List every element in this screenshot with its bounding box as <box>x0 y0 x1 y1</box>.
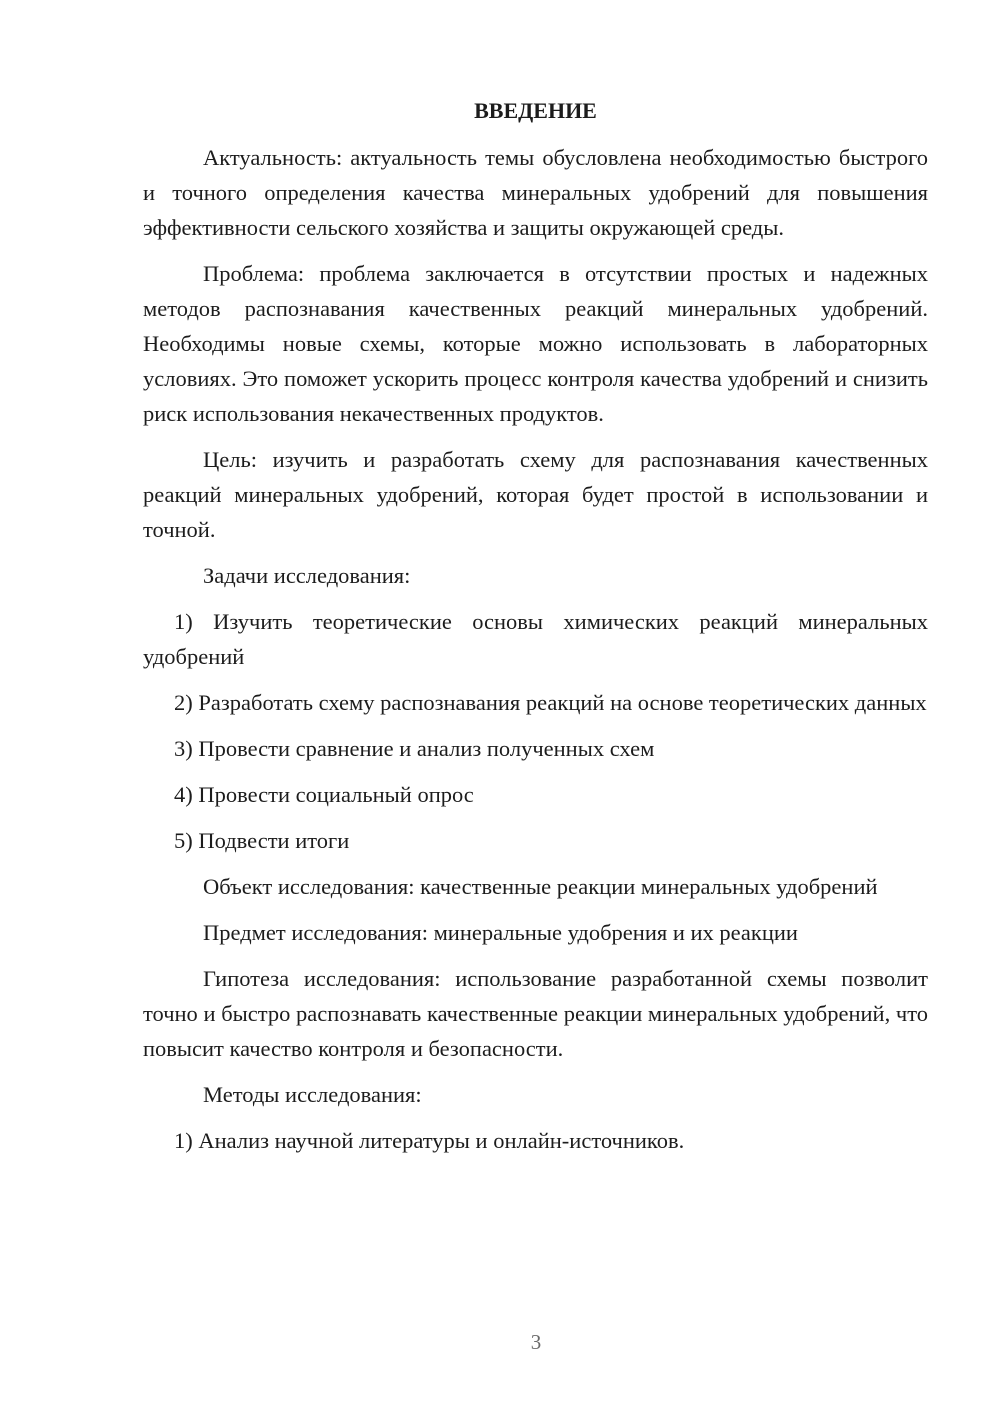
task-item-1: 1) Изучить теоретические основы химических реакций минеральных удобрений <box>143 609 928 669</box>
task-item-4: 4) Провести социальный опрос <box>174 782 474 807</box>
problem-paragraph: Проблема: проблема заключается в отсутствии простых и надежных методов распознавания качественных реакций минеральных удобрений. Необходимы новые схемы, которые можно использовать в лабораторных условиях. Это поможет ускорить процесс контроля качества удобрений и снизить риск использования некачественных продуктов. <box>143 261 928 426</box>
relevance-paragraph: Актуальность: актуальность темы обусловлена необходимостью быстрого и точного определения качества минеральных удобрений для повышения эффективности сельского хозяйства и защиты окружающей среды. <box>143 145 928 240</box>
object-paragraph: Объект исследования: качественные реакции минеральных удобрений <box>203 874 878 899</box>
task-item-3: 3) Провести сравнение и анализ полученных схем <box>174 736 655 761</box>
subject-paragraph: Предмет исследования: минеральные удобрения и их реакции <box>203 920 798 945</box>
tasks-heading: Задачи исследования: <box>203 563 411 588</box>
hypothesis-paragraph: Гипотеза исследования: использование разработанной схемы позволит точно и быстро распознавать качественные реакции минеральных удобрений, что повысит качество контроля и безопасности. <box>143 966 928 1061</box>
method-item-1: 1) Анализ научной литературы и онлайн-источников. <box>174 1128 685 1153</box>
task-item-2: 2) Разработать схему распознавания реакций на основе теоретических данных <box>174 690 927 715</box>
task-item-5: 5) Подвести итоги <box>174 828 350 853</box>
goal-paragraph: Цель: изучить и разработать схему для распознавания качественных реакций минеральных удобрений, которая будет простой в использовании и точной. <box>143 447 928 542</box>
document-page <box>143 96 928 1169</box>
page-number: 3 <box>530 1330 542 1354</box>
section-title: ВВЕДЕНИЕ <box>474 98 597 123</box>
methods-heading: Методы исследования: <box>203 1082 422 1107</box>
